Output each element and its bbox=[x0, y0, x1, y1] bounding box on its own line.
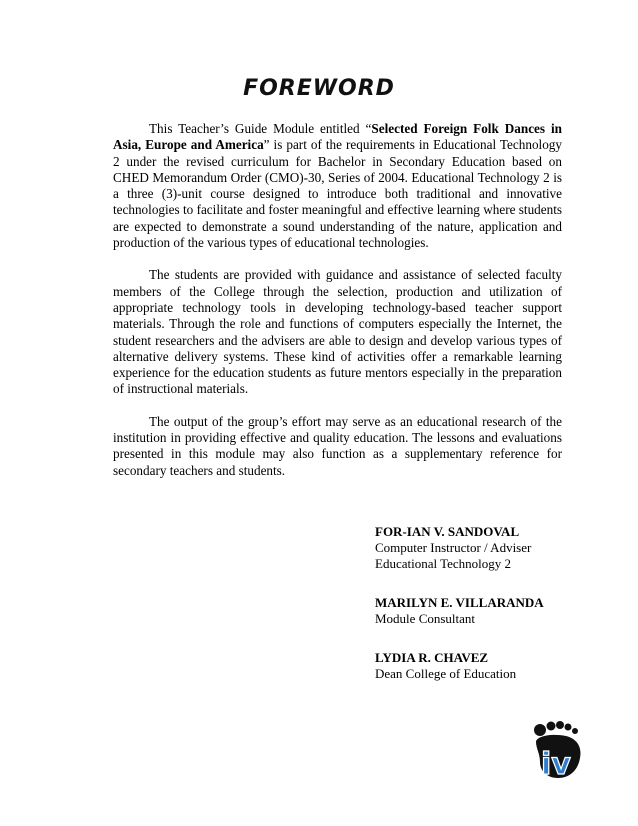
signatory-role: Educational Technology 2 bbox=[375, 556, 512, 571]
signature-block bbox=[375, 524, 615, 705]
footprint-logo-icon bbox=[530, 720, 586, 780]
module-title: Selected Foreign Folk Dances in Asia, Europe and America bbox=[113, 121, 562, 153]
paragraph-1-intro: This Teacher’s Guide Module entitled “ bbox=[149, 121, 372, 136]
logo-letters: iv bbox=[541, 747, 571, 780]
signatory-3 bbox=[375, 650, 615, 682]
signatory-2 bbox=[375, 595, 615, 627]
signatory-name: MARILYN E. VILLARANDA bbox=[375, 595, 544, 610]
page-title: FOREWORD bbox=[243, 76, 395, 101]
signatory-role: Module Consultant bbox=[375, 611, 476, 626]
paragraph-1-rest: ” is part of the requirements in Educational Technology 2 under the revised curriculum for Bachelor in Secondary Education based on CHED Memorandum Order (CMO)-30, Series of 2004. Educational Technology 2 is a three (3)-unit course designed to introduce both traditional and innovative technologies to facilitate and foster meaningful and effective learning where students are expected to demonstrate a sound understanding of the nature, application and production of the various types of educational technologies. bbox=[113, 137, 562, 251]
signatory-role: Computer Instructor / Adviser bbox=[375, 540, 532, 555]
foreword-body bbox=[113, 121, 562, 495]
paragraph-2: The students are provided with guidance and assistance of selected faculty members of the College through the selection, production and utilization of appropriate technology tools in developing technology-based teacher support materials. Through the role and functions of computers especially the Internet, the student researchers and the advisers are able to design and develop various types of alternative delivery systems. These kind of activities offer a remarkable learning experience for the education students as future mentors especially in the preparation of instructional materials. bbox=[113, 267, 562, 397]
paragraph-1 bbox=[113, 121, 562, 251]
paragraph-3: The output of the group’s effort may serve as an educational research of the institution in providing effective and quality education. The lessons and evaluations presented in this module may also function as a supplementary reference for secondary teachers and students. bbox=[113, 413, 562, 478]
signatory-name: FOR-IAN V. SANDOVAL bbox=[375, 524, 520, 539]
signatory-1 bbox=[375, 524, 615, 572]
signatory-role: Dean College of Education bbox=[375, 666, 517, 681]
signatory-name: LYDIA R. CHAVEZ bbox=[375, 650, 489, 665]
